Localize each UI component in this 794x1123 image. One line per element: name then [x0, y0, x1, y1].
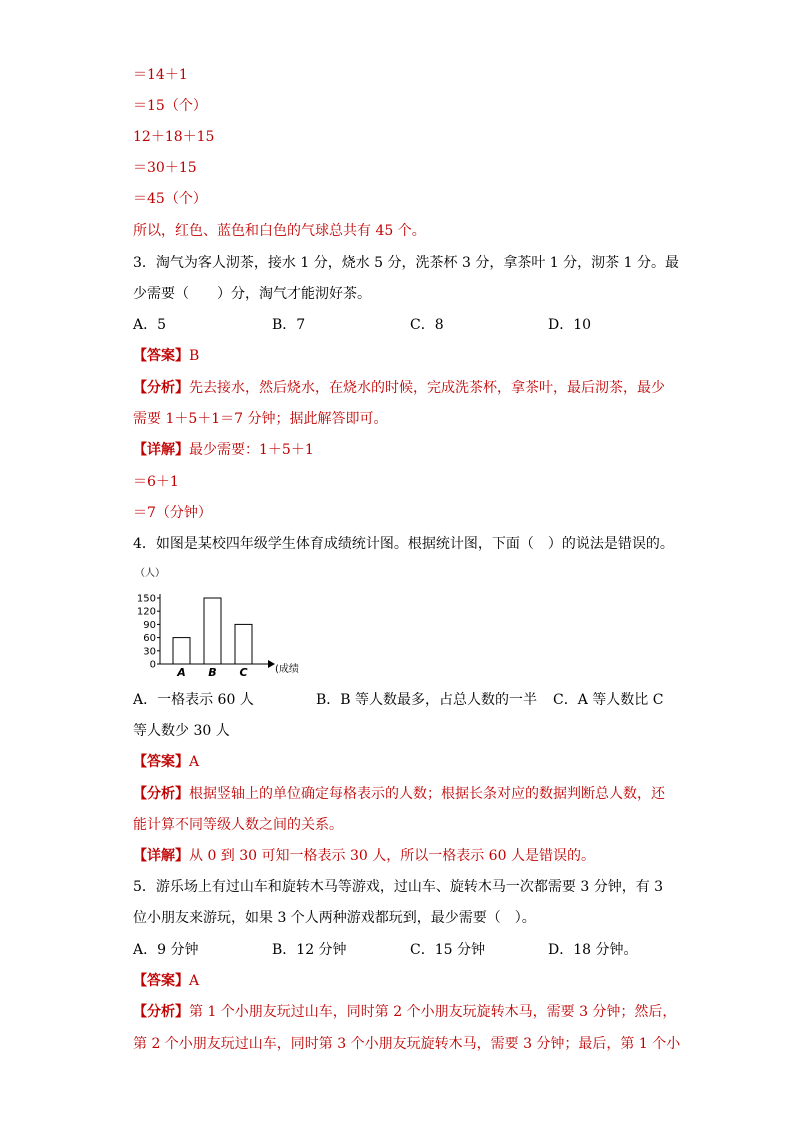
- calc-line-3: 12＋18＋15: [133, 129, 215, 145]
- q4-stem: 4．如图是某校四年级学生体育成绩统计图。根据统计图，下面（ ）的说法是错误的。: [133, 536, 674, 552]
- q5-analysis-line-1: [133, 1003, 676, 1021]
- y-tick-label: 30: [143, 646, 156, 658]
- q4-analysis-line-1: [133, 785, 665, 803]
- q3-stem-line-2: 少需要（ ）分，淘气才能沏好茶。: [133, 286, 371, 302]
- q3-option-c: C．8: [410, 317, 444, 333]
- x-tick-label: B: [208, 666, 217, 679]
- q4-answer: [133, 753, 199, 771]
- x-tick-label: A: [177, 666, 186, 679]
- calc-line-2: ＝15（个）: [133, 98, 207, 114]
- conclusion-line: 所以，红色、蓝色和白色的气球总共有 45 个。: [133, 223, 426, 239]
- analysis-tag: 【分析】: [133, 1004, 189, 1020]
- q5-option-c: C．15 分钟: [410, 942, 485, 958]
- analysis-text: 根据竖轴上的单位确定每格表示的人数；根据长条对应的数据判断总人数，还: [189, 786, 665, 802]
- calc-line-1: ＝14＋1: [133, 67, 188, 83]
- q4-option-b: B．B 等人数最多，占总人数的一半: [316, 692, 538, 708]
- q5-option-d: D．18 分钟。: [548, 942, 638, 958]
- answer-tag: 【答案】: [133, 348, 189, 364]
- bar-A: [173, 638, 190, 664]
- q5-answer: [133, 972, 199, 990]
- detail-tag: 【详解】: [133, 848, 189, 864]
- q3-analysis-line-1: [133, 379, 665, 397]
- q3-option-d: D．10: [548, 317, 592, 333]
- analysis-tag: 【分析】: [133, 380, 189, 396]
- answer-tag: 【答案】: [133, 973, 189, 989]
- q4-option-c-cont: 等人数少 30 人: [133, 723, 230, 739]
- q3-detail-line-3: ＝7（分钟）: [133, 505, 212, 521]
- q5-stem-line-1: 5．游乐场上有过山车和旋转木马等游戏，过山车、旋转木马一次都需要 3 分钟，有 3: [133, 879, 664, 895]
- analysis-tag: 【分析】: [133, 786, 189, 802]
- q5-analysis-line-2: 第 2 个小朋友玩过山车，同时第 3 个小朋友玩旋转木马，需要 3 分钟；最后，第 1 个小: [133, 1036, 681, 1052]
- q3-stem-line-1: 3．淘气为客人沏茶，接水 1 分，烧水 5 分，洗茶杯 3 分，拿茶叶 1 分，沏茶 1 分。最: [133, 255, 679, 271]
- answer-value: A: [189, 754, 200, 770]
- q3-answer: [133, 347, 199, 365]
- q5-option-b: B．12 分钟: [272, 942, 347, 958]
- detail-text: 最少需要：1＋5＋1: [189, 442, 314, 458]
- q3-option-a: A．5: [133, 317, 167, 333]
- q3-detail-line-2: ＝6＋1: [133, 474, 179, 490]
- y-tick-label: 90: [143, 619, 156, 631]
- q3-detail-line-1: [133, 441, 314, 459]
- answer-value: A: [189, 973, 200, 989]
- x-axis-arrow: [268, 660, 275, 668]
- y-axis-label: （人）: [135, 568, 165, 579]
- bar-chart: [133, 562, 323, 682]
- q5-stem-line-2: 位小朋友来游玩，如果 3 个人两种游戏都玩到，最少需要（ ）。: [133, 910, 536, 926]
- y-tick-label: 0: [149, 659, 156, 671]
- y-tick-label: 150: [136, 593, 156, 605]
- q4-detail-line-1: [133, 847, 595, 865]
- q5-option-a: A．9 分钟: [133, 942, 199, 958]
- detail-text: 从 0 到 30 可知一格表示 30 人，所以一格表示 60 人是错误的。: [189, 848, 595, 864]
- x-tick-label: C: [239, 666, 248, 679]
- bar-B: [204, 598, 221, 664]
- q3-analysis-line-2: 需要 1＋5＋1＝7 分钟；据此解答即可。: [133, 411, 388, 427]
- detail-tag: 【详解】: [133, 442, 189, 458]
- calc-line-5: ＝45（个）: [133, 191, 207, 207]
- y-tick-label: 60: [143, 633, 156, 645]
- q3-option-b: B．7: [272, 317, 306, 333]
- bar-C: [235, 624, 252, 664]
- answer-value: B: [189, 348, 200, 364]
- answer-tag: 【答案】: [133, 754, 189, 770]
- q4-option-a: A．一格表示 60 人: [133, 692, 254, 708]
- analysis-text: 先去接水，然后烧水，在烧水的时候，完成洗茶杯，拿茶叶，最后沏茶，最少: [189, 380, 665, 396]
- x-axis-label: (成绩: [275, 664, 299, 675]
- calc-line-4: ＝30＋15: [133, 160, 197, 176]
- y-tick-label: 120: [136, 606, 156, 618]
- analysis-text: 第 1 个小朋友玩过山车，同时第 2 个小朋友玩旋转木马，需要 3 分钟；然后，: [189, 1004, 677, 1020]
- q4-option-c: C．A 等人数比 C: [553, 692, 664, 708]
- q4-analysis-line-2: 能计算不同等级人数之间的关系。: [133, 817, 343, 833]
